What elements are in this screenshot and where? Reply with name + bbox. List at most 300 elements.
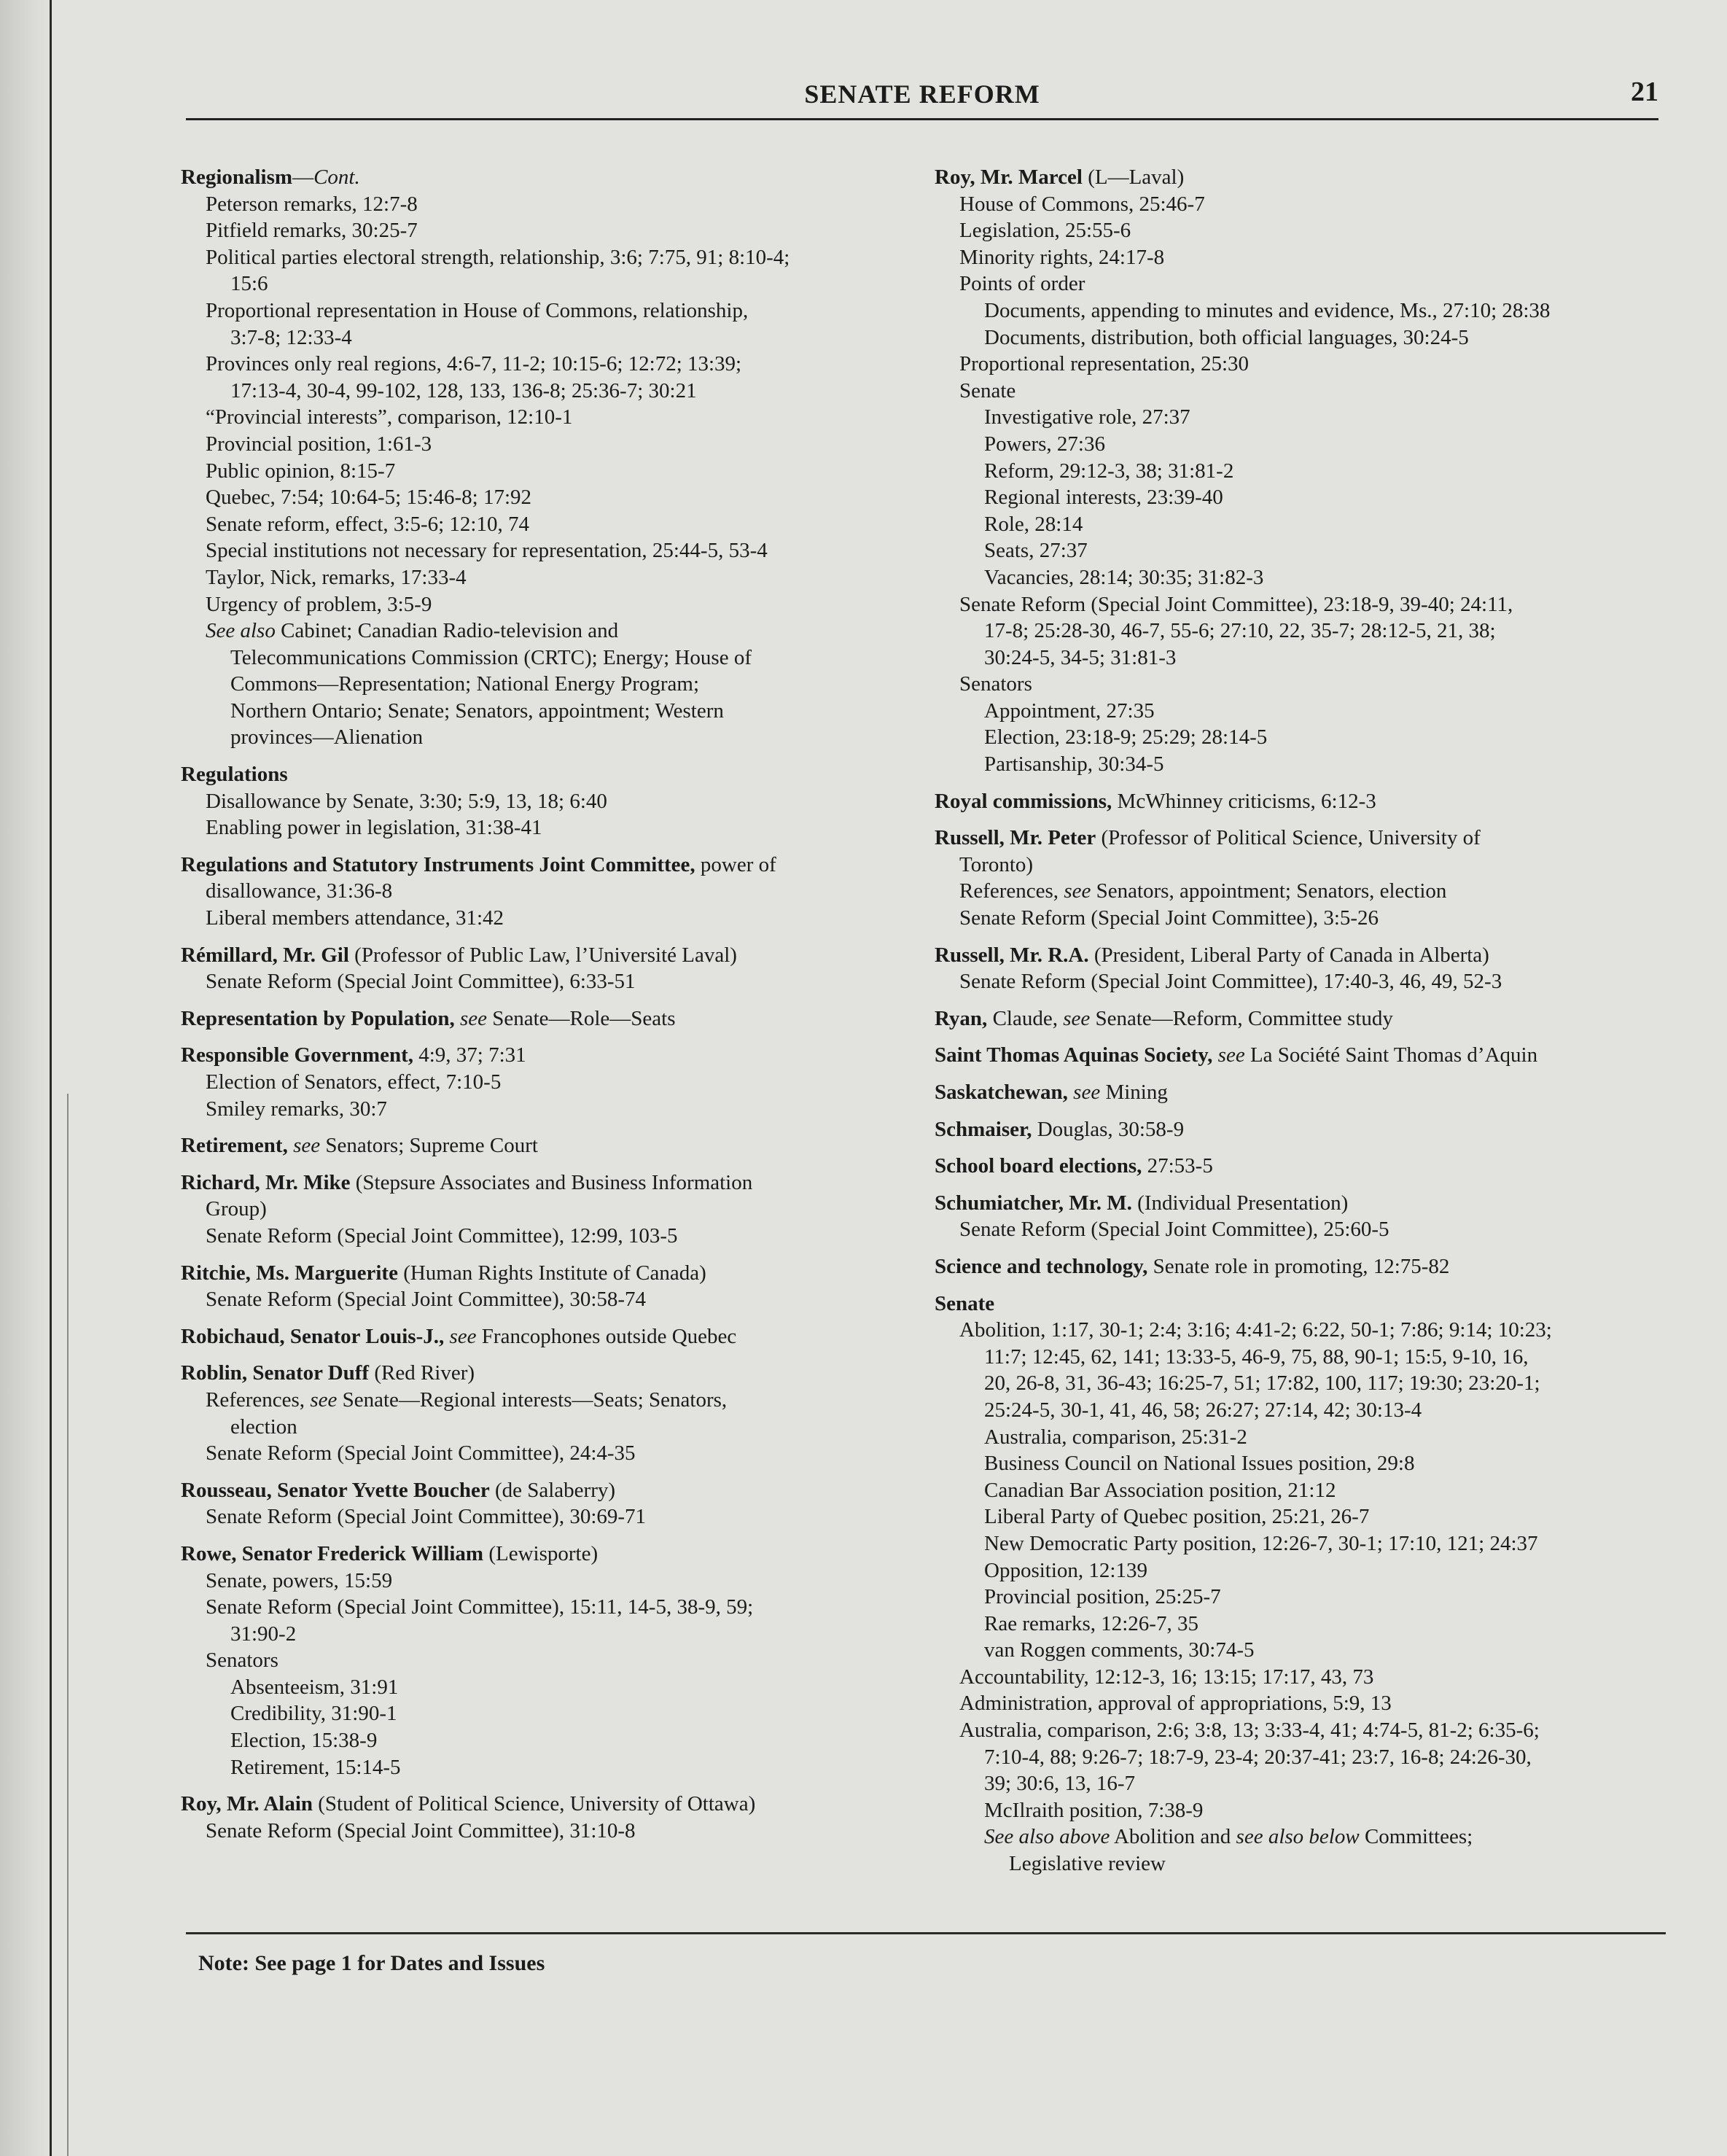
entry-text: 17:13-4, 30-4, 99-102, 128, 133, 136-8; 25:36-7; 30:21 <box>230 378 697 402</box>
entry-text: Documents, distribution, both official languages, 30:24-5 <box>984 325 1469 349</box>
entry-term: Roblin, Senator Duff <box>181 1361 370 1385</box>
entry-heading-line <box>181 942 917 969</box>
entry-text: New Democratic Party position, 12:26-7, 30-1; 17:10, 121; 24:37 <box>984 1531 1538 1555</box>
entry-subentry-line <box>935 645 1671 672</box>
entry-text: Senate Reform (Special Joint Committee), 17:40-3, 46, 49, 52-3 <box>959 970 1502 994</box>
entry-term: Schmaiser, <box>935 1117 1032 1141</box>
entry-text: disallowance, 31:36-8 <box>206 879 393 903</box>
entry-text: (President, Liberal Party of Canada in Alberta) <box>1088 943 1489 967</box>
entry-text: Telecommunications Commission (CRTC); Energy; House of <box>230 645 752 669</box>
entry-term: Robichaud, Senator Louis-J., <box>181 1324 445 1348</box>
entry-text: Senate Reform (Special Joint Committee), 6:33-51 <box>206 970 636 994</box>
page-header <box>186 79 1658 122</box>
entry-text: Senate—Reform, Committee study <box>1090 1006 1393 1030</box>
entry-subentry-line <box>181 1503 917 1530</box>
entry-text: (Professor of Public Law, l’Université Laval) <box>348 943 737 967</box>
entry-subentry-line <box>181 404 917 431</box>
entry-subentry-line <box>935 404 1671 431</box>
entry-text: Senators <box>959 672 1032 696</box>
entry-subentry-line <box>181 905 917 932</box>
entry-text: 7:10-4, 88; 9:26-7; 18:7-9, 23-4; 20:37-41; 23:7, 16-8; 24:26-30, <box>984 1745 1532 1769</box>
entry-text: Election, 15:38-9 <box>230 1729 378 1753</box>
entry-term: Senate <box>935 1291 995 1315</box>
entry-term: Ritchie, Ms. Marguerite <box>181 1261 398 1285</box>
entry-subentry-line <box>181 431 917 458</box>
entry-subentry-line <box>181 698 917 725</box>
index-entry <box>935 1042 1671 1069</box>
entry-subentry-line <box>181 1754 917 1781</box>
entry-text: Investigative role, 27:37 <box>984 405 1190 429</box>
entry-text: Senate <box>959 378 1016 402</box>
entry-subentry-line <box>935 1216 1671 1243</box>
entry-subentry-line <box>935 297 1671 324</box>
index-entry <box>181 1477 917 1530</box>
entry-term: School board elections, <box>935 1154 1142 1178</box>
entry-text: (Lewisporte) <box>483 1541 599 1565</box>
index-entry <box>935 1153 1671 1180</box>
index-entry <box>181 1323 917 1350</box>
entry-text: (Red River) <box>369 1361 475 1385</box>
entry-text: 11:7; 12:45, 62, 141; 13:33-5, 46-9, 75, 88, 90-1; 15:5, 9-10, 16, <box>984 1344 1529 1369</box>
entry-text: Accountability, 12:12-3, 16; 13:15; 17:17, 43, 73 <box>959 1665 1374 1689</box>
index-entry <box>935 1116 1671 1143</box>
entry-text: Vacancies, 28:14; 30:35; 31:82-3 <box>984 565 1264 589</box>
entry-text: Provinces only real regions, 4:6-7, 11-2; 10:15-6; 12:72; 13:39; <box>206 352 742 376</box>
entry-heading-line <box>935 1190 1671 1217</box>
entry-subentry-line <box>935 1584 1671 1611</box>
index-entry <box>181 1042 917 1122</box>
entry-text: Senate Reform (Special Joint Committee), 30:58-74 <box>206 1288 647 1312</box>
entry-text: McIlraith position, 7:38-9 <box>984 1798 1204 1822</box>
entry-term: Rémillard, Mr. Gil <box>181 943 349 967</box>
index-entry <box>935 1005 1671 1032</box>
entry-text: Reform, 29:12-3, 38; 31:81-2 <box>984 459 1234 483</box>
entry-text: Senate Reform (Special Joint Committee), 25:60-5 <box>959 1218 1389 1242</box>
entry-text: 39; 30:6, 13, 16-7 <box>984 1772 1136 1796</box>
index-entry <box>935 1291 1671 1877</box>
entry-subentry-line <box>935 1424 1671 1451</box>
entry-text: (L—Laval) <box>1082 166 1185 189</box>
index-entry <box>181 1260 917 1313</box>
entry-subentry-line <box>181 1196 917 1223</box>
cross-reference-marker: see <box>1064 879 1091 903</box>
entry-heading-line <box>181 1477 917 1504</box>
entry-text: Urgency of problem, 3:5-9 <box>206 592 432 616</box>
entry-text: McWhinney criticisms, 6:12-3 <box>1112 789 1376 813</box>
entry-subentry-line <box>935 1477 1671 1504</box>
entry-subentry-line <box>935 1690 1671 1717</box>
binding-edge <box>50 0 52 2156</box>
entry-text: van Roggen comments, 30:74-5 <box>984 1638 1255 1662</box>
entry-text: Opposition, 12:139 <box>984 1558 1147 1582</box>
entry-text: Claude, <box>987 1006 1064 1030</box>
entry-subentry-line <box>181 618 917 645</box>
entry-subentry-line <box>181 484 917 511</box>
entry-text: Disallowance by Senate, 3:30; 5:9, 13, 18; 6:40 <box>206 789 607 813</box>
footer-rule <box>186 1932 1666 1934</box>
entry-text: Quebec, 7:54; 10:64-5; 15:46-8; 17:92 <box>206 486 532 510</box>
entry-text: Proportional representation, 25:30 <box>959 352 1250 376</box>
entry-text: Senate Reform (Special Joint Committee), 12:99, 103-5 <box>206 1223 678 1248</box>
entry-subentry-line <box>935 271 1671 297</box>
entry-text: Election of Senators, effect, 7:10-5 <box>206 1070 502 1094</box>
entry-subentry-line <box>935 1824 1671 1850</box>
entry-subentry-line <box>935 1344 1671 1371</box>
entry-heading-line <box>181 1323 917 1350</box>
entry-subentry-line <box>181 1621 917 1648</box>
entry-text: Commons—Representation; National Energy Program; <box>230 672 699 696</box>
entry-text: 20, 26-8, 31, 36-43; 16:25-7, 51; 17:82, 100, 117; 19:30; 23:20-1; <box>984 1371 1540 1396</box>
entry-text: References, <box>206 1388 311 1412</box>
entry-text: Seats, 27:37 <box>984 539 1088 563</box>
entry-term: Representation by Population, <box>181 1006 455 1030</box>
entry-subentry-line <box>935 1450 1671 1477</box>
entry-heading-line <box>935 825 1671 852</box>
entry-subentry-line <box>935 968 1671 995</box>
entry-text: Liberal Party of Quebec position, 25:21, 26-7 <box>984 1505 1370 1529</box>
entry-text: Documents, appending to minutes and evidence, Ms., 27:10; 28:38 <box>984 298 1551 322</box>
entry-text: election <box>230 1414 297 1439</box>
entry-subentry-line <box>181 324 917 351</box>
entry-heading-line <box>935 1079 1671 1106</box>
entry-text: Senate Reform (Special Joint Committee), 15:11, 14-5, 38-9, 59; <box>206 1595 754 1619</box>
cross-reference-marker: see <box>1067 1081 1101 1104</box>
index-entry <box>181 852 917 932</box>
index-column-left <box>181 164 917 1854</box>
entry-subentry-line <box>935 1850 1671 1877</box>
entry-subentry-line <box>181 724 917 751</box>
entry-subentry-line <box>935 564 1671 591</box>
entry-text: Political parties electoral strength, relationship, 3:6; 7:75, 91; 8:10-4; <box>206 245 790 269</box>
entry-heading-line <box>181 761 917 788</box>
entry-text: Senate Reform (Special Joint Committee), 30:69-71 <box>206 1505 647 1529</box>
entry-subentry-line <box>181 271 917 297</box>
entry-text: (de Salaberry) <box>489 1478 616 1502</box>
entry-text: Abolition, 1:17, 30-1; 2:4; 3:16; 4:41-2; 6:22, 50-1; 7:86; 9:14; 10:23; <box>959 1318 1552 1342</box>
entry-text: Role, 28:14 <box>984 512 1083 536</box>
cross-reference-marker: See also <box>206 619 276 643</box>
entry-text: Smiley remarks, 30:7 <box>206 1097 387 1121</box>
entry-text: Retirement, 15:14-5 <box>230 1755 401 1779</box>
entry-term: Roy, Mr. Alain <box>181 1792 313 1816</box>
entry-subentry-line <box>181 537 917 564</box>
entry-subentry-line <box>181 1286 917 1313</box>
entry-subentry-line <box>935 1317 1671 1344</box>
footer-note: Note: See page 1 for Dates and Issues <box>198 1951 545 1975</box>
entry-subentry-line <box>935 458 1671 485</box>
entry-term: Regionalism <box>181 166 293 189</box>
entry-heading-line <box>181 1042 917 1069</box>
entry-subentry-line <box>181 378 917 405</box>
entry-text: Senators, appointment; Senators, election <box>1091 879 1447 903</box>
entry-subentry-line <box>935 1637 1671 1664</box>
binding-crease <box>67 1094 69 2156</box>
entry-heading-line <box>181 1005 917 1032</box>
entry-text: Appointment, 27:35 <box>984 698 1155 723</box>
entry-subentry-line <box>935 1397 1671 1424</box>
entry-term: Richard, Mr. Mike <box>181 1170 351 1194</box>
entry-subentry-line <box>181 1069 917 1096</box>
entry-text: Senate—Role—Seats <box>486 1006 676 1030</box>
entry-term: Russell, Mr. R.A. <box>935 943 1089 967</box>
entry-subentry-line <box>935 1530 1671 1557</box>
entry-subentry-line <box>181 191 917 218</box>
entry-subentry-line <box>181 1594 917 1621</box>
entry-term: Saint Thomas Aquinas Society, <box>935 1043 1213 1067</box>
index-entry <box>181 164 917 751</box>
entry-text: Minority rights, 24:17-8 <box>959 245 1165 269</box>
entry-term: Schumiatcher, Mr. M. <box>935 1191 1132 1215</box>
entry-text: 4:9, 37; 7:31 <box>413 1043 526 1067</box>
header-rule <box>186 118 1658 120</box>
entry-text: Administration, approval of appropriations, 5:9, 13 <box>959 1692 1392 1716</box>
entry-text: References, <box>959 879 1064 903</box>
entry-heading-line <box>181 1260 917 1287</box>
entry-subentry-line <box>935 484 1671 511</box>
cross-reference-marker: see <box>1063 1006 1091 1030</box>
entry-text: (Human Rights Institute of Canada) <box>397 1261 706 1285</box>
entry-text: Partisanship, 30:34-5 <box>984 752 1164 777</box>
entry-text: Points of order <box>959 272 1085 296</box>
entry-text: Credibility, 31:90-1 <box>230 1702 397 1726</box>
entry-subentry-line <box>935 431 1671 458</box>
entry-subentry-line <box>181 1223 917 1250</box>
entry-subentry-line <box>935 1370 1671 1397</box>
index-entry <box>181 1005 917 1032</box>
entry-text: Douglas, 30:58-9 <box>1032 1117 1185 1141</box>
entry-subentry-line <box>935 878 1671 905</box>
entry-term: Ryan, <box>935 1006 988 1030</box>
entry-heading-line <box>935 1042 1671 1069</box>
entry-subentry-line <box>935 1770 1671 1797</box>
entry-heading-line <box>181 852 917 879</box>
entry-subentry-line <box>181 591 917 618</box>
entry-text: Australia, comparison, 2:6; 3:8, 13; 3:33-4, 41; 4:74-5, 81-2; 6:35-6; <box>959 1719 1540 1743</box>
entry-text: Group) <box>206 1197 267 1221</box>
entry-subentry-line <box>181 217 917 244</box>
entry-term: Regulations and Statutory Instruments Joint Committee, <box>181 852 695 876</box>
page-number: 21 <box>1631 77 1658 107</box>
entry-subentry-line <box>935 1611 1671 1638</box>
entry-subentry-line <box>181 671 917 698</box>
entry-text: Senate Reform (Special Joint Committee), 23:18-9, 39-40; 24:11, <box>959 592 1513 616</box>
index-entry <box>181 942 917 995</box>
index-entry <box>181 1132 917 1159</box>
entry-subentry-line <box>935 1797 1671 1824</box>
entry-text: Francophones outside Quebec <box>476 1324 737 1348</box>
entry-text: (Stepsure Associates and Business Information <box>350 1170 753 1194</box>
entry-text: (Student of Political Science, University of Ottawa) <box>313 1792 756 1816</box>
entry-term: Retirement, <box>181 1134 288 1158</box>
entry-text: Senate Reform (Special Joint Committee), 3:5-26 <box>959 906 1379 930</box>
entry-text: Proportional representation in House of Commons, relationship, <box>206 298 749 322</box>
entry-subentry-line <box>935 1717 1671 1744</box>
entry-text: Absenteeism, 31:91 <box>230 1675 399 1699</box>
entry-text: Election, 23:18-9; 25:29; 28:14-5 <box>984 725 1268 750</box>
entry-term: Responsible Government, <box>181 1043 413 1067</box>
entry-text: 30:24-5, 34-5; 31:81-3 <box>984 645 1177 669</box>
entry-heading-line <box>935 788 1671 815</box>
entry-term: Russell, Mr. Peter <box>935 826 1096 850</box>
entry-text: 27:53-5 <box>1142 1154 1213 1178</box>
index-entry <box>181 1541 917 1781</box>
index-entry <box>935 825 1671 931</box>
entry-text: 15:6 <box>230 272 268 296</box>
entry-subentry-line <box>935 698 1671 725</box>
entry-text: Senate—Regional interests—Seats; Senators, <box>337 1388 728 1412</box>
entry-text: Senate, powers, 15:59 <box>206 1568 393 1592</box>
entry-subentry-line <box>181 1647 917 1674</box>
entry-heading-line <box>181 1132 917 1159</box>
entry-text: Pitfield remarks, 30:25-7 <box>206 219 418 243</box>
entry-heading-line <box>935 1153 1671 1180</box>
entry-subentry-line <box>181 1096 917 1123</box>
entry-subentry-line <box>181 564 917 591</box>
entry-subentry-line <box>935 591 1671 618</box>
entry-heading-line <box>935 1116 1671 1143</box>
entry-subentry-line <box>181 1727 917 1754</box>
entry-subentry-line <box>935 511 1671 538</box>
index-entry <box>935 1190 1671 1243</box>
entry-text: 25:24-5, 30-1, 41, 46, 58; 26:27; 27:14, 42; 30:13-4 <box>984 1398 1422 1422</box>
index-entry <box>181 1791 917 1844</box>
entry-heading-line <box>935 164 1671 191</box>
entry-subentry-line <box>181 458 917 485</box>
entry-subentry-line <box>935 1503 1671 1530</box>
entry-text: (Professor of Political Science, University of <box>1096 826 1481 850</box>
entry-subentry-line <box>935 905 1671 932</box>
entry-subentry-line <box>935 852 1671 879</box>
entry-subentry-line <box>181 1440 917 1467</box>
entry-subentry-line <box>935 1744 1671 1771</box>
entry-text: Legislation, 25:55-6 <box>959 219 1131 243</box>
cross-reference-marker: see also below <box>1236 1825 1360 1849</box>
entry-text: Liberal members attendance, 31:42 <box>206 906 504 930</box>
index-entry <box>935 164 1671 778</box>
entry-text: La Société Saint Thomas d’Aquin <box>1244 1043 1538 1067</box>
entry-subentry-line <box>181 244 917 271</box>
index-entry <box>181 1360 917 1466</box>
entry-text: 31:90-2 <box>230 1622 297 1646</box>
entry-heading-line <box>935 942 1671 969</box>
index-entry <box>935 1253 1671 1280</box>
index-entry <box>181 1170 917 1250</box>
entry-text: (Individual Presentation) <box>1131 1191 1349 1215</box>
index-entry <box>935 942 1671 995</box>
index-column-right <box>935 164 1671 1888</box>
entry-subentry-line <box>181 1700 917 1727</box>
entry-text: Cabinet; Canadian Radio-television and <box>275 619 619 643</box>
entry-text: Australia, comparison, 25:31-2 <box>984 1425 1247 1449</box>
index-entry <box>181 761 917 841</box>
entry-subentry-line <box>181 351 917 378</box>
entry-text: Enabling power in legislation, 31:38-41 <box>206 816 542 840</box>
entry-text: 17-8; 25:28-30, 46-7, 55-6; 27:10, 22, 35-7; 28:12-5, 21, 38; <box>984 619 1496 643</box>
entry-text: Senate Reform (Special Joint Committee), 31:10-8 <box>206 1818 636 1842</box>
entry-subentry-line <box>935 618 1671 645</box>
entry-subentry-line <box>935 1557 1671 1584</box>
entry-subentry-line <box>181 814 917 841</box>
entry-text: Senate reform, effect, 3:5-6; 12:10, 74 <box>206 512 529 536</box>
entry-text: Mining <box>1100 1081 1168 1104</box>
entry-heading-line <box>181 1170 917 1196</box>
entry-term: Rowe, Senator Frederick William <box>181 1541 484 1565</box>
page-title: SENATE REFORM <box>804 79 1040 109</box>
cross-reference-marker: See also above <box>984 1825 1110 1849</box>
entry-subentry-line <box>181 968 917 995</box>
cross-reference-marker: see <box>454 1006 487 1030</box>
entry-term: Science and technology, <box>935 1254 1148 1278</box>
entry-subentry-line <box>935 751 1671 778</box>
entry-text: Senate Reform (Special Joint Committee), 24:4-35 <box>206 1441 636 1466</box>
entry-subentry-line <box>181 297 917 324</box>
cross-reference-marker: see <box>310 1388 338 1412</box>
entry-subentry-line <box>935 671 1671 698</box>
entry-text: Abolition and <box>1110 1825 1236 1849</box>
entry-text: — <box>292 166 314 189</box>
cross-reference-marker: see <box>1212 1043 1245 1067</box>
entry-text: Powers, 27:36 <box>984 432 1105 456</box>
entry-subentry-line <box>935 351 1671 378</box>
entry-text: Rae remarks, 12:26-7, 35 <box>984 1611 1198 1635</box>
entry-subentry-line <box>935 537 1671 564</box>
entry-subentry-line <box>181 878 917 905</box>
entry-text: Provincial position, 25:25-7 <box>984 1585 1221 1609</box>
entry-subentry-line <box>181 1387 917 1414</box>
entry-term: Rousseau, Senator Yvette Boucher <box>181 1478 490 1502</box>
entry-text: Senate role in promoting, 12:75-82 <box>1147 1254 1450 1278</box>
index-entry <box>935 1079 1671 1106</box>
entry-subentry-line <box>935 244 1671 271</box>
entry-heading-line <box>181 164 917 191</box>
entry-text: Senators; Supreme Court <box>320 1134 538 1158</box>
entry-text: Special institutions not necessary for representation, 25:44-5, 53-4 <box>206 539 768 563</box>
entry-heading-line <box>935 1005 1671 1032</box>
entry-text: Northern Ontario; Senate; Senators, appointment; Western <box>230 698 724 723</box>
entry-subentry-line <box>935 724 1671 751</box>
entry-text: House of Commons, 25:46-7 <box>959 192 1205 216</box>
entry-term: Roy, Mr. Marcel <box>935 166 1083 189</box>
entry-text: power of <box>695 852 776 876</box>
entry-subentry-line <box>935 1664 1671 1691</box>
index-entry <box>935 788 1671 815</box>
entry-subentry-line <box>935 217 1671 244</box>
entry-heading-line <box>935 1291 1671 1318</box>
entry-text: 3:7-8; 12:33-4 <box>230 325 352 349</box>
entry-subentry-line <box>181 1674 917 1701</box>
entry-heading-line <box>935 1253 1671 1280</box>
entry-text: “Provincial interests”, comparison, 12:10-1 <box>206 405 573 429</box>
entry-subentry-line <box>935 378 1671 405</box>
entry-text: Regional interests, 23:39-40 <box>984 486 1223 510</box>
cross-reference-marker: see <box>444 1324 477 1348</box>
entry-heading-line <box>181 1541 917 1568</box>
entry-text: Senators <box>206 1649 278 1673</box>
entry-text: Committees; <box>1359 1825 1473 1849</box>
entry-subentry-line <box>935 191 1671 218</box>
entry-text: Provincial position, 1:61-3 <box>206 432 432 456</box>
entry-subentry-line <box>181 788 917 815</box>
page-binding-shadow <box>0 0 52 2156</box>
entry-subentry-line <box>181 1568 917 1595</box>
entry-term: Saskatchewan, <box>935 1081 1068 1104</box>
entry-text: provinces—Alienation <box>230 725 424 750</box>
entry-text: Business Council on National Issues position, 29:8 <box>984 1452 1415 1476</box>
entry-subentry-line <box>181 1818 917 1845</box>
entry-term: Regulations <box>181 763 288 787</box>
entry-subentry-line <box>181 645 917 672</box>
entry-heading-line <box>181 1791 917 1818</box>
